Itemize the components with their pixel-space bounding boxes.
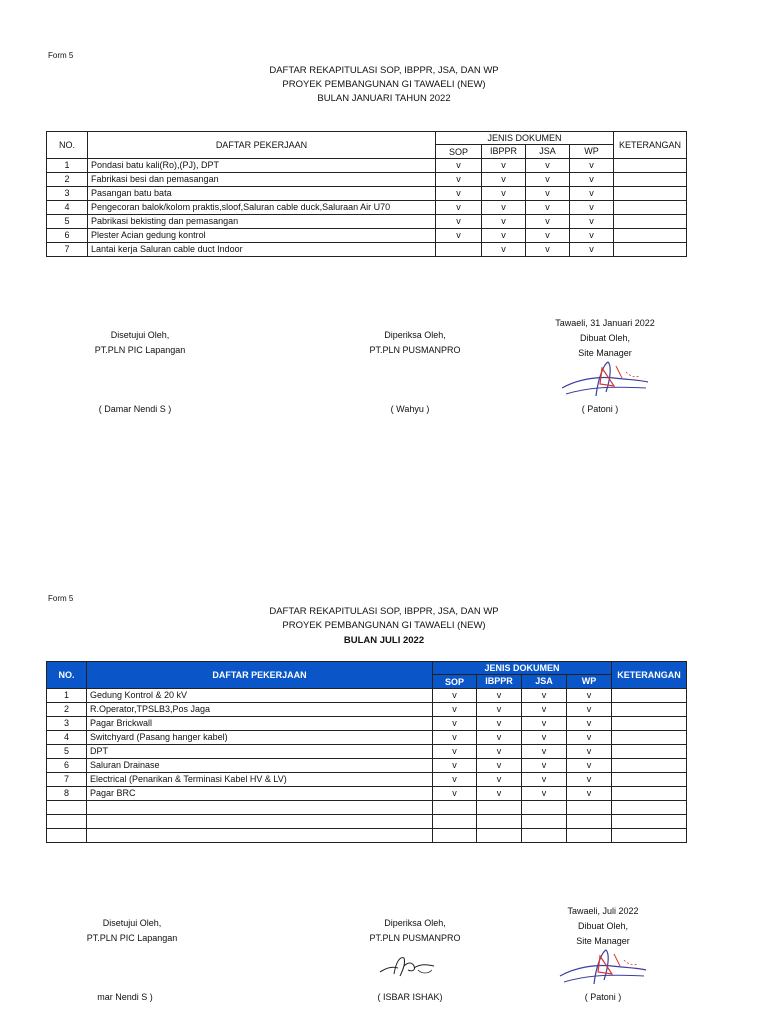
- ibppr-check: v: [482, 173, 526, 187]
- table-row: [47, 173, 687, 187]
- notes-cell: [612, 745, 687, 759]
- notes-cell: [612, 829, 687, 843]
- row-number: 6: [47, 229, 88, 243]
- task-name: Electrical (Penarikan & Terminasi Kabel HV & LV): [87, 773, 433, 787]
- checked-name: ( Wahyu ): [390, 404, 430, 414]
- jsa-check: v: [522, 717, 567, 731]
- ibppr-check: v: [482, 229, 526, 243]
- jsa-check: v: [526, 229, 570, 243]
- wp-check: v: [567, 703, 612, 717]
- checked-label: Diperiksa Oleh,: [384, 330, 446, 340]
- row-number: 4: [47, 201, 88, 215]
- row-number: 7: [47, 773, 87, 787]
- row-number: 5: [47, 215, 88, 229]
- wp-check: v: [567, 731, 612, 745]
- document-title: DAFTAR REKAPITULASI SOP, IBPPR, JSA, DAN WP: [269, 65, 499, 76]
- notes-cell: [612, 731, 687, 745]
- table-row: [47, 829, 687, 843]
- wp-check: v: [567, 745, 612, 759]
- header-jsa: JSA: [522, 675, 567, 689]
- task-name: Pasangan batu bata: [88, 187, 436, 201]
- header-wp: WP: [570, 145, 614, 159]
- row-number: [47, 801, 87, 815]
- table-row: [47, 187, 687, 201]
- ibppr-check: v: [482, 215, 526, 229]
- sop-check: v: [433, 717, 477, 731]
- notes-cell: [614, 215, 687, 229]
- jsa-check: [522, 829, 567, 843]
- recap-table-july: [46, 661, 687, 843]
- made-role: Site Manager: [578, 348, 632, 358]
- notes-cell: [614, 159, 687, 173]
- notes-cell: [612, 689, 687, 703]
- checked-org: PT.PLN PUSMANPRO: [369, 345, 461, 355]
- row-number: 6: [47, 759, 87, 773]
- notes-cell: [614, 229, 687, 243]
- project-title: PROYEK PEMBANGUNAN GI TAWAELI (NEW): [282, 620, 486, 631]
- sop-check: v: [436, 215, 482, 229]
- ibppr-check: v: [477, 703, 522, 717]
- sop-check: v: [436, 187, 482, 201]
- row-number: 1: [47, 159, 88, 173]
- made-name: ( Patoni ): [584, 992, 622, 1002]
- task-name: [87, 801, 433, 815]
- task-name: Pabrikasi bekisting dan pemasangan: [88, 215, 436, 229]
- jsa-check: [522, 815, 567, 829]
- header-ibppr: IBPPR: [482, 145, 526, 159]
- header-notes: KETERANGAN: [612, 662, 687, 689]
- wp-check: v: [567, 773, 612, 787]
- made-block: [535, 316, 675, 361]
- task-name: [87, 815, 433, 829]
- row-number: 3: [47, 187, 88, 201]
- ibppr-check: [477, 801, 522, 815]
- notes-cell: [612, 801, 687, 815]
- made-label: Dibuat Oleh,: [577, 921, 629, 931]
- made-role: Site Manager: [576, 936, 630, 946]
- sop-check: [433, 829, 477, 843]
- wp-check: v: [567, 717, 612, 731]
- task-name: Pondasi batu kali(Ro),(PJ), DPT: [88, 159, 436, 173]
- form-label: Form 5: [48, 51, 74, 60]
- jsa-check: v: [522, 759, 567, 773]
- ibppr-check: v: [482, 243, 526, 257]
- task-name: Switchyard (Pasang hanger kabel): [87, 731, 433, 745]
- wp-check: v: [567, 689, 612, 703]
- table-body: [47, 159, 687, 257]
- form-label: Form 5: [48, 594, 74, 603]
- wp-check: [567, 829, 612, 843]
- table-row: [47, 815, 687, 829]
- table-row: [47, 773, 687, 787]
- header-no: NO.: [47, 132, 88, 159]
- ibppr-check: v: [477, 689, 522, 703]
- notes-cell: [612, 787, 687, 801]
- table-row: [47, 229, 687, 243]
- sop-check: v: [436, 173, 482, 187]
- sop-check: v: [436, 201, 482, 215]
- task-name: [87, 829, 433, 843]
- approved-label: Disetujui Oleh,: [110, 330, 170, 340]
- ibppr-check: v: [477, 717, 522, 731]
- table-body: [47, 689, 687, 843]
- header-no: NO.: [47, 662, 87, 689]
- jsa-check: [522, 801, 567, 815]
- header-jsa: JSA: [526, 145, 570, 159]
- jsa-check: v: [526, 187, 570, 201]
- checked-label: Diperiksa Oleh,: [384, 918, 446, 928]
- sop-check: v: [436, 229, 482, 243]
- notes-cell: [612, 773, 687, 787]
- sop-check: [436, 243, 482, 257]
- table-row: [47, 159, 687, 173]
- jsa-check: v: [522, 787, 567, 801]
- jsa-check: v: [522, 745, 567, 759]
- row-number: [47, 829, 87, 843]
- approved-label: Disetujui Oleh,: [102, 918, 162, 928]
- notes-cell: [612, 815, 687, 829]
- period-title: BULAN JULI 2022: [343, 635, 425, 646]
- task-name: DPT: [87, 745, 433, 759]
- made-label: Dibuat Oleh,: [579, 333, 631, 343]
- header-sop: SOP: [433, 675, 477, 689]
- row-number: 5: [47, 745, 87, 759]
- sop-check: [433, 815, 477, 829]
- ibppr-check: v: [482, 201, 526, 215]
- jsa-check: v: [526, 215, 570, 229]
- place-date: Tawaeli, Juli 2022: [567, 906, 639, 916]
- approved-name: ( Damar Nendi S ): [98, 404, 172, 414]
- notes-cell: [614, 243, 687, 257]
- notes-cell: [614, 187, 687, 201]
- wp-check: v: [567, 787, 612, 801]
- wp-check: v: [570, 173, 614, 187]
- table-row: [47, 787, 687, 801]
- task-name: Lantai kerja Saluran cable duct Indoor: [88, 243, 436, 257]
- task-name: Plester Acian gedung kontrol: [88, 229, 436, 243]
- notes-cell: [614, 201, 687, 215]
- row-number: 2: [47, 703, 87, 717]
- jsa-check: v: [522, 703, 567, 717]
- task-name: Pengecoran balok/kolom praktis,sloof,Saluran cable duck,Saluraan Air U70: [88, 201, 436, 215]
- notes-cell: [612, 759, 687, 773]
- site-manager-signature: [556, 358, 652, 402]
- checked-block: [355, 328, 475, 358]
- wp-check: v: [570, 159, 614, 173]
- wp-check: v: [570, 215, 614, 229]
- ibppr-check: v: [477, 731, 522, 745]
- table-row: [47, 201, 687, 215]
- approved-name: mar Nendi S ): [97, 992, 153, 1002]
- checked-org: PT.PLN PUSMANPRO: [369, 933, 461, 943]
- table-row: [47, 801, 687, 815]
- wp-check: [567, 801, 612, 815]
- header-wp: WP: [567, 675, 612, 689]
- ibppr-check: v: [477, 745, 522, 759]
- row-number: 3: [47, 717, 87, 731]
- table-row: [47, 717, 687, 731]
- made-name: ( Patoni ): [581, 404, 619, 414]
- jsa-check: v: [522, 773, 567, 787]
- header-sop: SOP: [436, 145, 482, 159]
- row-number: 4: [47, 731, 87, 745]
- sop-check: v: [433, 787, 477, 801]
- jsa-check: v: [526, 159, 570, 173]
- jsa-check: v: [526, 243, 570, 257]
- ibppr-check: v: [477, 787, 522, 801]
- header-doc-group: JENIS DOKUMEN: [433, 662, 612, 675]
- jsa-check: v: [526, 173, 570, 187]
- jsa-check: v: [526, 201, 570, 215]
- header-ibppr: IBPPR: [477, 675, 522, 689]
- ibppr-check: v: [482, 159, 526, 173]
- task-name: Fabrikasi besi dan pemasangan: [88, 173, 436, 187]
- place-date: Tawaeli, 31 Januari 2022: [555, 318, 655, 328]
- header-task: DAFTAR PEKERJAAN: [87, 662, 433, 689]
- table-row: [47, 745, 687, 759]
- recap-table-january: [46, 131, 687, 257]
- wp-check: v: [570, 243, 614, 257]
- ibppr-check: [477, 829, 522, 843]
- sop-check: v: [433, 689, 477, 703]
- table-row: [47, 703, 687, 717]
- wp-check: v: [570, 229, 614, 243]
- table-row: [47, 731, 687, 745]
- period-title: BULAN JANUARI TAHUN 2022: [317, 93, 451, 104]
- row-number: 8: [47, 787, 87, 801]
- notes-cell: [614, 173, 687, 187]
- checked-name: ( ISBAR ISHAK): [377, 992, 443, 1002]
- checker-signature: [378, 954, 438, 980]
- sop-check: v: [433, 773, 477, 787]
- approval-block: [72, 916, 192, 946]
- row-number: 1: [47, 689, 87, 703]
- checked-block: [355, 916, 475, 946]
- sop-check: v: [433, 759, 477, 773]
- task-name: Saluran Drainase: [87, 759, 433, 773]
- document-title: DAFTAR REKAPITULASI SOP, IBPPR, JSA, DAN WP: [269, 606, 499, 617]
- wp-check: [567, 815, 612, 829]
- sop-check: v: [433, 703, 477, 717]
- jsa-check: v: [522, 731, 567, 745]
- task-name: Pagar BRC: [87, 787, 433, 801]
- sop-check: [433, 801, 477, 815]
- sop-check: v: [436, 159, 482, 173]
- table-row: [47, 759, 687, 773]
- row-number: 2: [47, 173, 88, 187]
- task-name: Gedung Kontrol & 20 kV: [87, 689, 433, 703]
- ibppr-check: v: [477, 759, 522, 773]
- wp-check: v: [567, 759, 612, 773]
- row-number: 7: [47, 243, 88, 257]
- header-notes: KETERANGAN: [614, 132, 687, 159]
- row-number: [47, 815, 87, 829]
- ibppr-check: v: [482, 187, 526, 201]
- project-title: PROYEK PEMBANGUNAN GI TAWAELI (NEW): [282, 79, 486, 90]
- site-manager-signature: [554, 946, 650, 990]
- wp-check: v: [570, 201, 614, 215]
- ibppr-check: v: [477, 773, 522, 787]
- sop-check: v: [433, 745, 477, 759]
- jsa-check: v: [522, 689, 567, 703]
- approval-block: [80, 328, 200, 358]
- approved-org: PT.PLN PIC Lapangan: [86, 933, 178, 943]
- made-block: [533, 904, 673, 949]
- header-doc-group: JENIS DOKUMEN: [436, 132, 614, 145]
- wp-check: v: [570, 187, 614, 201]
- table-row: [47, 215, 687, 229]
- task-name: R.Operator,TPSLB3,Pos Jaga: [87, 703, 433, 717]
- task-name: Pagar Brickwall: [87, 717, 433, 731]
- table-row: [47, 689, 687, 703]
- approved-org: PT.PLN PIC Lapangan: [94, 345, 186, 355]
- notes-cell: [612, 703, 687, 717]
- ibppr-check: [477, 815, 522, 829]
- header-task: DAFTAR PEKERJAAN: [88, 132, 436, 159]
- notes-cell: [612, 717, 687, 731]
- sop-check: v: [433, 731, 477, 745]
- table-row: [47, 243, 687, 257]
